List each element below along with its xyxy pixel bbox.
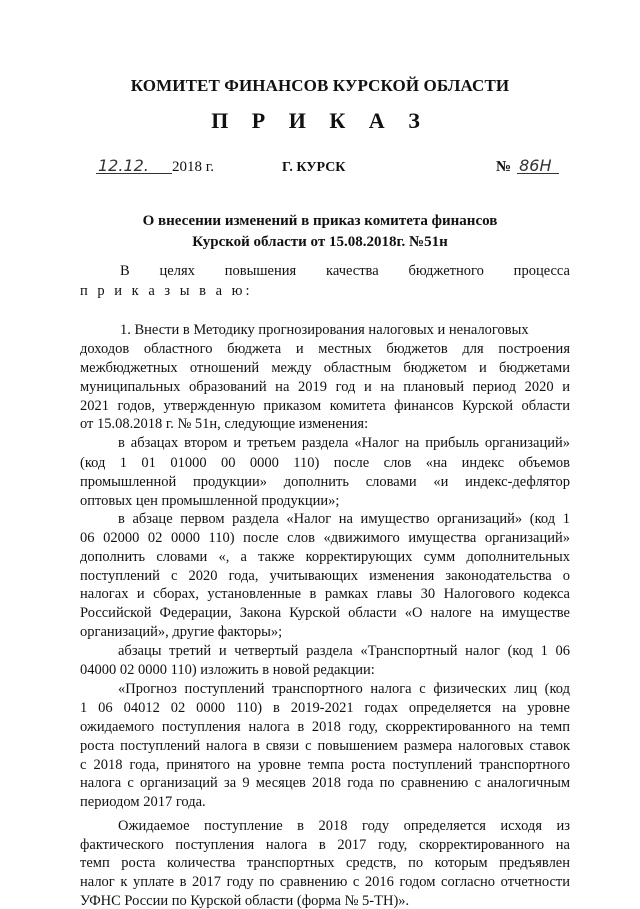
body-line: Ожидаемое поступление в 2018 году определяется исходя из — [118, 817, 570, 834]
body-line: налогах и сборах, установленные в рамках главы 30 Налогового кодекса — [80, 586, 570, 603]
body-line: доходов областного бюджета и местных бюджетов для построения — [80, 341, 570, 358]
body-line: Российской Федерации, Закона Курской области «О налоге на имуществе — [80, 605, 570, 622]
body-line: «Прогноз поступлений транспортного налога с физических лиц (код — [118, 681, 570, 698]
body-line: 2021 годов, утвержденную приказом комитета финансов Курской области — [80, 397, 570, 414]
order-subject — [0, 211, 640, 253]
body-line: 04000 02 0000 110) изложить в новой редакции: — [80, 661, 375, 678]
body-line: ожидаемого поступления налога в 2018 году, скорректированного на темп — [80, 718, 570, 735]
body-line: оптовых цен промышленной продукции»; — [80, 492, 340, 509]
body-line: промышленной продукции» дополнить словами «и индекс-дефлятор — [80, 473, 570, 490]
body-line: от 15.08.2018 г. № 51н, следующие изменения: — [80, 416, 369, 433]
body-line: п р и к а з ы в а ю: — [80, 282, 253, 299]
body-line: 1 06 04012 02 0000 110) в 2019-2021 годах определяется на уровне — [80, 700, 570, 717]
body-line: фактического поступления налога в 2017 году, скорректированного на — [80, 836, 570, 853]
city-name: Г. КУРСК — [282, 160, 346, 175]
body-line: с 2018 года, принятого на уровне темпа роста поступлений транспортного — [80, 756, 570, 773]
body-line: в абзаце первом раздела «Налог на имущество организаций» (код 1 — [118, 511, 570, 528]
body-line: В целях повышения качества бюджетного процесса — [120, 263, 570, 279]
body-line: 06 02000 02 0000 110) после слов «движимого имущества организаций» — [80, 530, 570, 546]
document-title: П Р И К А З — [211, 108, 429, 133]
body-line: темп роста количества транспортных средств, по которым предъявлен — [80, 855, 570, 872]
body-line: (код 1 01 01000 00 0000 110) после слов «на индекс объемов — [80, 454, 570, 471]
body-line: роста поступлений налога в связи с повышением размера налоговых ставок — [80, 737, 570, 754]
body-line: поступлений с 2020 года, учитывающих изменения законодательства о — [80, 567, 570, 584]
subject-line: О внесении изменений в приказ комитета финансов — [142, 213, 498, 229]
body-line: периодом 2017 года. — [80, 794, 206, 811]
body-line: дополнить словами «, а также корректирующих сумм дополнительных — [80, 548, 570, 565]
order-date — [96, 158, 214, 176]
body-line: межбюджетных отношений между областным бюджетом и бюджетами — [80, 359, 570, 376]
order-number — [496, 158, 559, 176]
committee-heading: КОМИТЕТ ФИНАНСОВ КУРСКОЙ ОБЛАСТИ — [130, 76, 510, 95]
body-line: муниципальных образований на 2019 год и на плановый период 2020 и — [80, 378, 570, 395]
body-line: налог к уплате в 2017 году по сравнению с 2016 годом согласно отчетности — [80, 874, 570, 891]
number-sign: № — [496, 159, 512, 175]
body-line: УФНС России по Курской области (форма № 5-ТН)». — [80, 893, 410, 909]
body-line: организаций», другие факторы»; — [80, 624, 283, 640]
date-year: 2018 г. — [172, 159, 214, 175]
body-line: налога с организаций за 9 месяцев 2018 года по сравнению с аналогичным — [80, 775, 570, 792]
handwritten-number: 86Н — [517, 158, 559, 174]
subject-line: Курской области от 15.08.2018г. №51н — [192, 234, 448, 250]
body-line: в абзацах втором и третьем раздела «Налог на прибыль организаций» — [118, 435, 570, 452]
body-line: абзацы третий и четвертый раздела «Транспортный налог (код 1 06 — [118, 642, 570, 659]
handwritten-date: 12.12. — [96, 158, 172, 174]
body-line: 1. Внести в Методику прогнозирования налоговых и неналоговых — [120, 322, 529, 339]
